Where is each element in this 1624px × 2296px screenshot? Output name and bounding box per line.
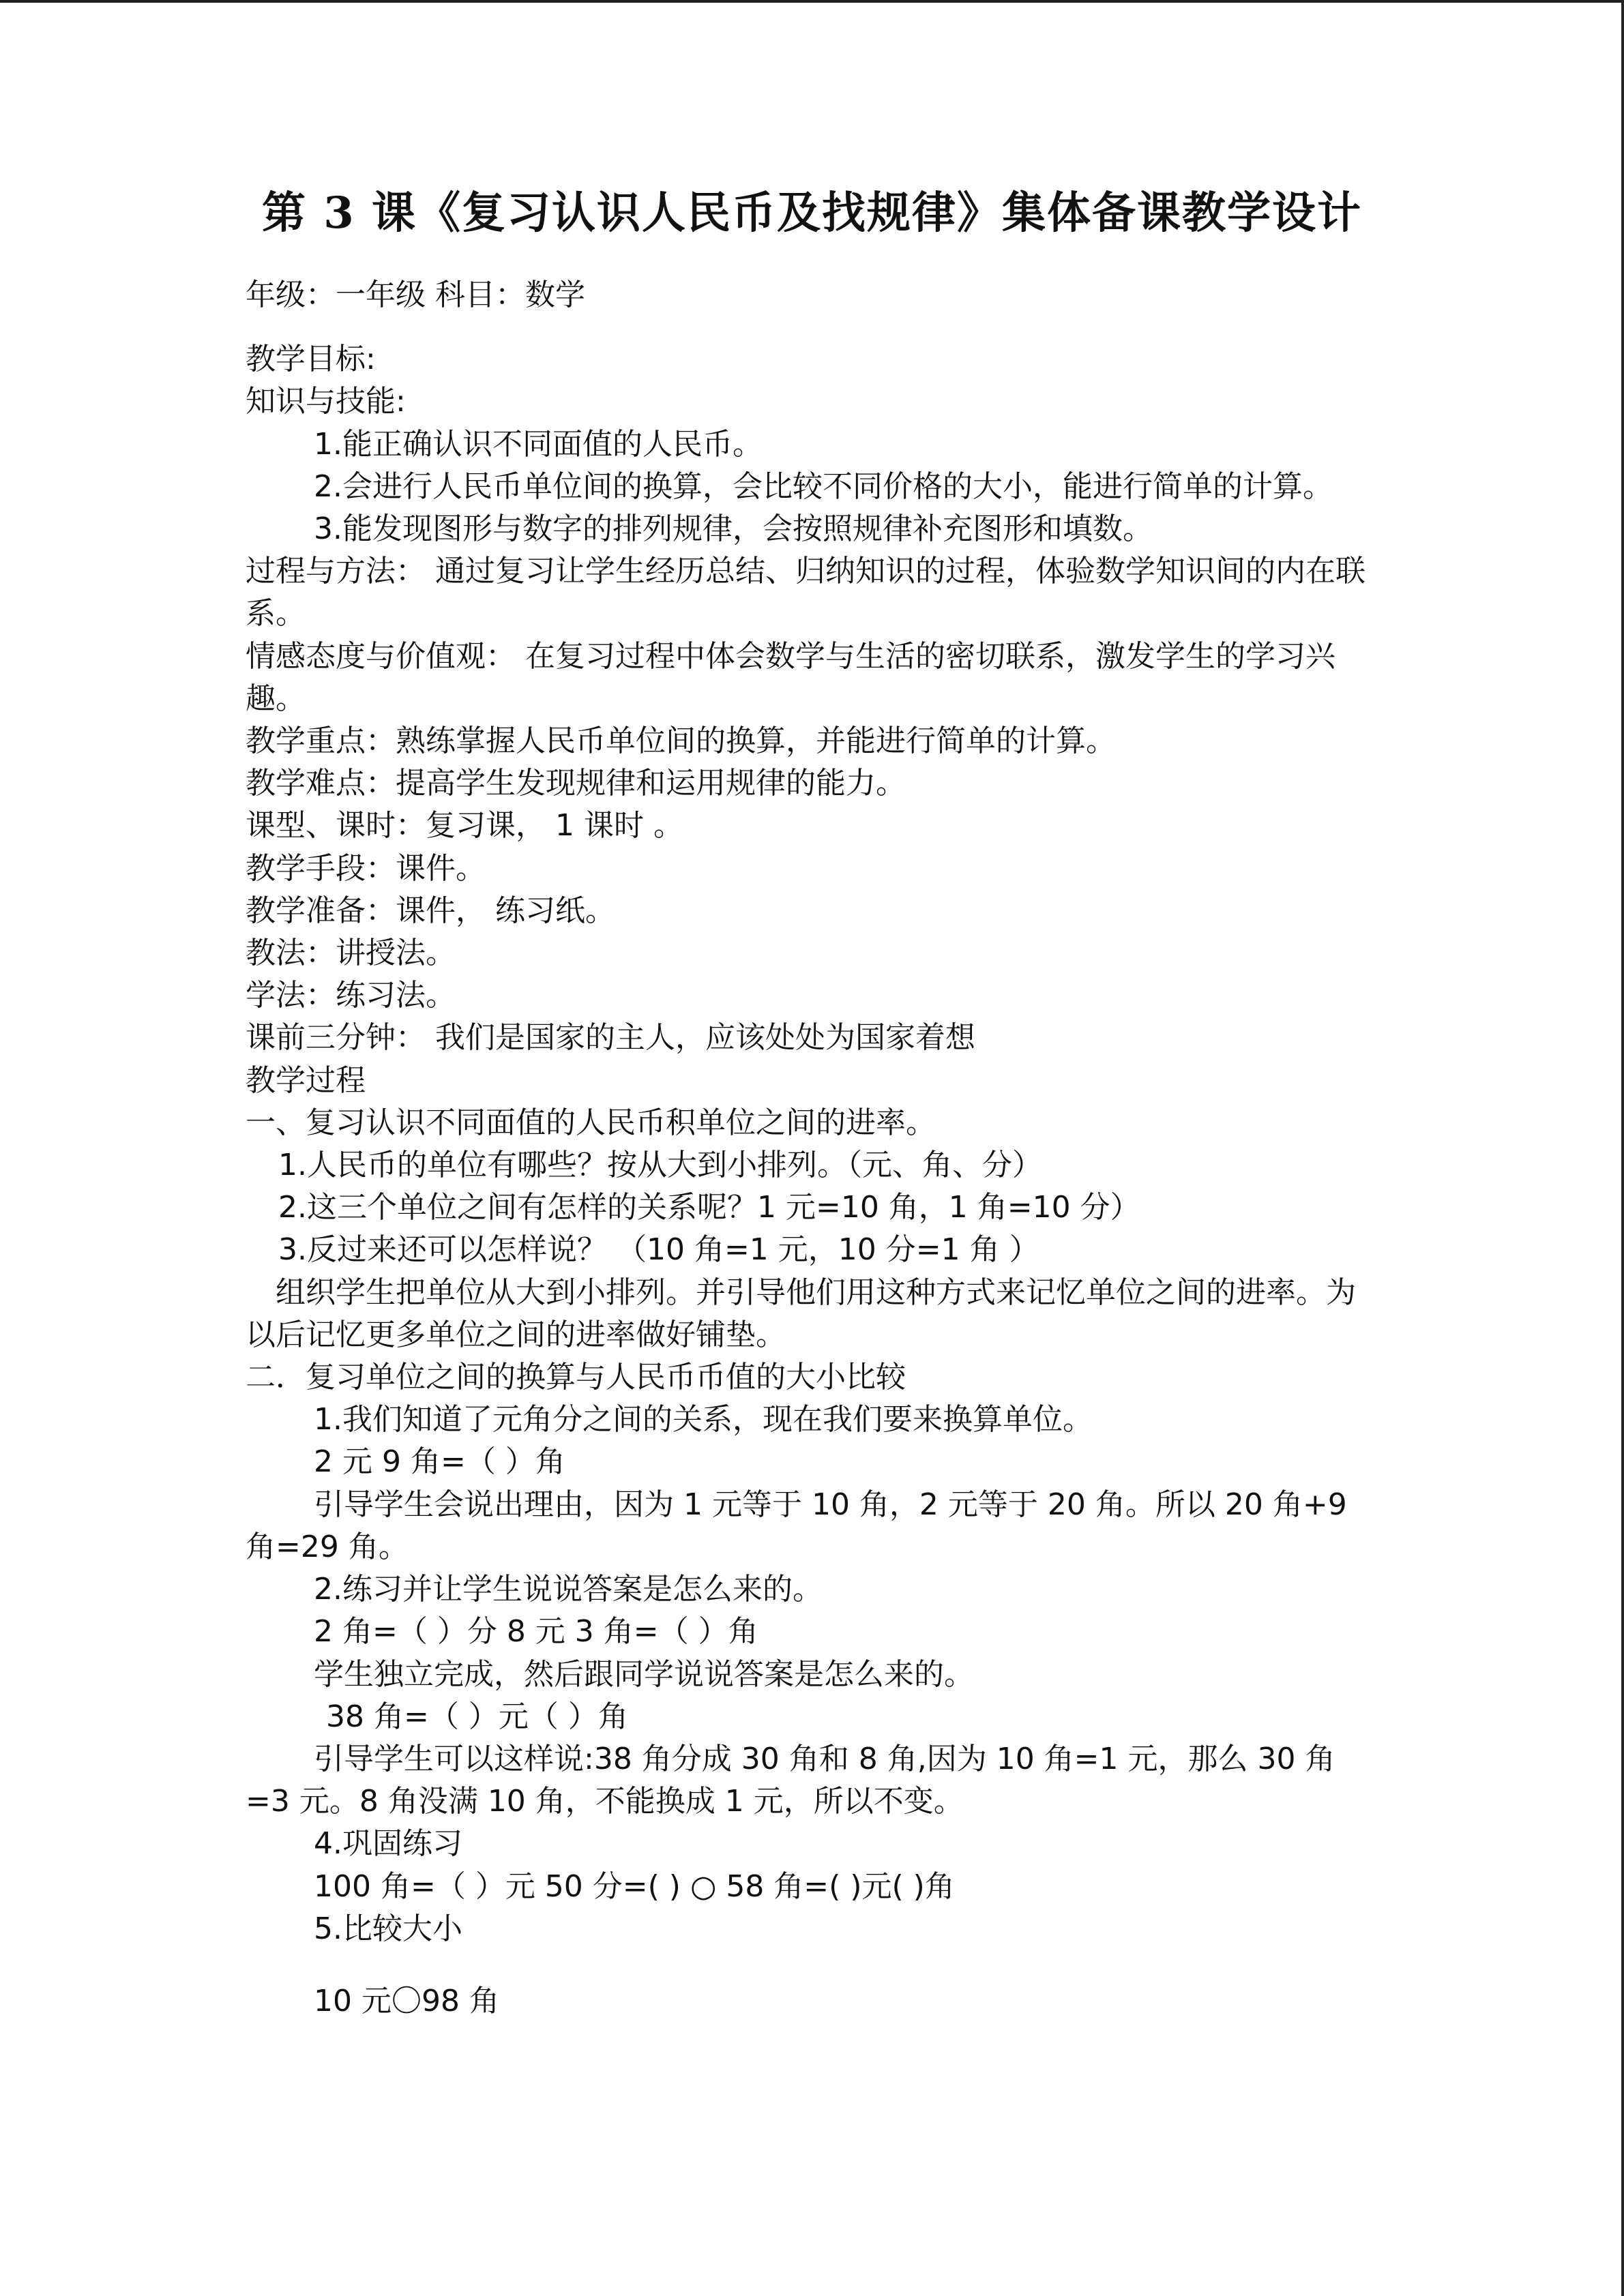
learning-method: 学法：练习法。 [246,978,456,1013]
section1-item-1: 1.人民币的单位有哪些？按从大到小排列。（元、角、分） [278,1148,1042,1183]
teaching-preparation: 教学准备：课件， 练习纸。 [246,893,615,928]
objectives-heading: 教学目标: [246,342,376,377]
document-body [246,274,1378,2023]
page-border-right [1621,0,1624,2296]
key-point: 教学重点：熟练掌握人民币单位间的换算，并能进行简单的计算。 [246,724,1116,759]
section2-exercise-3: 38 角=（ ）元（ ）角 [326,1699,628,1734]
section1-heading: 一、复习认识不同面值的人民币积单位之间的进率。 [246,1105,936,1140]
difficult-point: 教学难点：提高学生发现规律和运用规律的能力。 [246,766,906,801]
page-border-top [0,0,1624,3]
process-heading: 教学过程 [246,1062,366,1098]
section2-note-2: 学生独立完成，然后跟同学说说答案是怎么来的。 [314,1656,974,1692]
document-title: 第 3 课《复习认识人民币及找规律》集体备课教学设计 [261,188,1363,239]
section2-item-4: 4.巩固练习 [314,1826,462,1862]
section2-exercise-2: 2 角=（ ）分 8 元 3 角=（ ）角 [314,1614,758,1650]
knowledge-item-1: 1.能正确认识不同面值的人民币。 [314,426,763,462]
teaching-method: 教法：讲授法。 [246,936,456,971]
section2-note-3: 引导学生可以这样说:38 角分成 30 角和 8 角,因为 10 角=1 元，那么 30 角=3 元。8 角没满 10 角，不能换成 1 元，所以不变。 [246,1741,1335,1819]
knowledge-item-2: 2.会进行人民币单位间的换算，会比较不同价格的大小，能进行简单的计算。 [314,468,1333,504]
meta-line: 年级：一年级 科目：数学 [246,278,585,312]
teaching-means: 教学手段：课件。 [246,850,486,886]
pre-class-note: 课前三分钟： 我们是国家的主人，应该处处为国家着想 [246,1020,975,1056]
emotion-values: 情感态度与价值观： 在复习过程中体会数学与生活的密切联系，激发学生的学习兴趣。 [246,638,1335,716]
knowledge-item-3: 3.能发现图形与数字的排列规律，会按照规律补充图形和填数。 [314,511,1153,547]
section2-heading: 二．复习单位之间的换算与人民币币值的大小比较 [246,1360,906,1395]
section1-note: 组织学生把单位从大到小排列。并引导他们用这种方式来记忆单位之间的进率。为以后记忆更多单位之间的进率做好铺垫。 [246,1274,1356,1352]
section2-item-2: 2.练习并让学生说说答案是怎么来的。 [314,1572,823,1607]
section2-item-1: 1.我们知道了元角分之间的关系，现在我们要来换算单位。 [314,1402,1093,1437]
section2-item-5: 5.比较大小 [314,1911,462,1946]
spacer [246,316,1378,338]
section2-exercise-5: 10 元〇98 角 [314,1983,499,2018]
section2-exercise-1: 2 元 9 角=（ ）角 [314,1444,565,1480]
spacer [246,1950,1378,1980]
section1-item-3: 3.反过来还可以怎样说？ （10 角=1 元，10 分=1 角 ） [278,1232,1039,1268]
section2-note-1: 引导学生会说出理由，因为 1 元等于 10 角，2 元等于 20 角。所以 20 角+9 角=29 角。 [246,1487,1347,1564]
section1-item-2: 2.这三个单位之间有怎样的关系呢？1 元=10 角，1 角=10 分） [278,1190,1140,1225]
lesson-type: 课型、课时：复习课， 1 课时 。 [246,808,683,844]
section2-exercise-4: 100 角=（ ）元 50 分=( ) ○ 58 角=( )元( )角 [314,1868,955,1904]
knowledge-heading: 知识与技能: [246,384,406,419]
process-method: 过程与方法： 通过复习让学生经历总结、归纳知识的过程，体验数学知识间的内在联系。 [246,554,1365,631]
